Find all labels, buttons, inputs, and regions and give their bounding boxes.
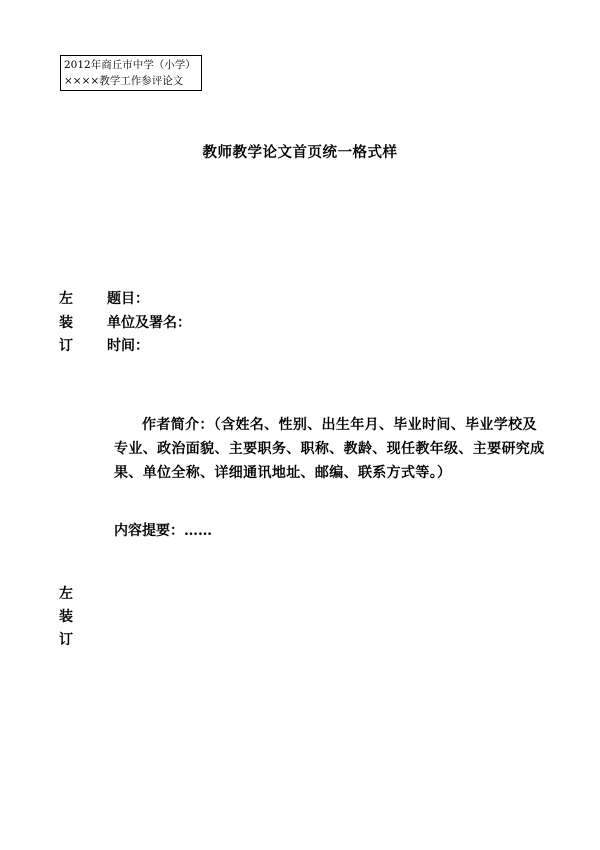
author-intro bbox=[114, 413, 545, 485]
time-field-label: 时间： bbox=[107, 338, 149, 354]
binding-mark-top-2: 装 bbox=[59, 315, 73, 331]
author-intro-line-3: 果、单位全称、详细通讯地址、邮编、联系方式等。） bbox=[114, 465, 452, 481]
binding-mark-bottom-1: 左 bbox=[59, 586, 73, 602]
binding-mark-top-1: 左 bbox=[59, 291, 73, 307]
author-intro-line-2: 专业、政治面貌、主要职务、职称、教龄、现任教年级、主要研究成 bbox=[114, 441, 545, 457]
author-intro-line-1: 作者简介：（含姓名、性别、出生年月、毕业时间、毕业学校及 bbox=[142, 417, 537, 433]
topic-field-label: 题目： bbox=[107, 291, 149, 307]
competition-header-box bbox=[60, 55, 202, 91]
binding-mark-bottom-3: 订 bbox=[59, 632, 73, 648]
binding-mark-bottom-2: 装 bbox=[59, 609, 73, 625]
binding-mark-top-3: 订 bbox=[59, 338, 73, 354]
abstract-label: 内容提要：…… bbox=[114, 523, 212, 539]
header-line-1: 2012年商丘市中学（小学） bbox=[64, 59, 196, 71]
page-title: 教师教学论文首页统一格式样 bbox=[202, 144, 398, 161]
header-line-2: ××××教学工作参评论文 bbox=[64, 75, 184, 87]
unit-and-name-field-label: 单位及署名： bbox=[107, 315, 191, 331]
